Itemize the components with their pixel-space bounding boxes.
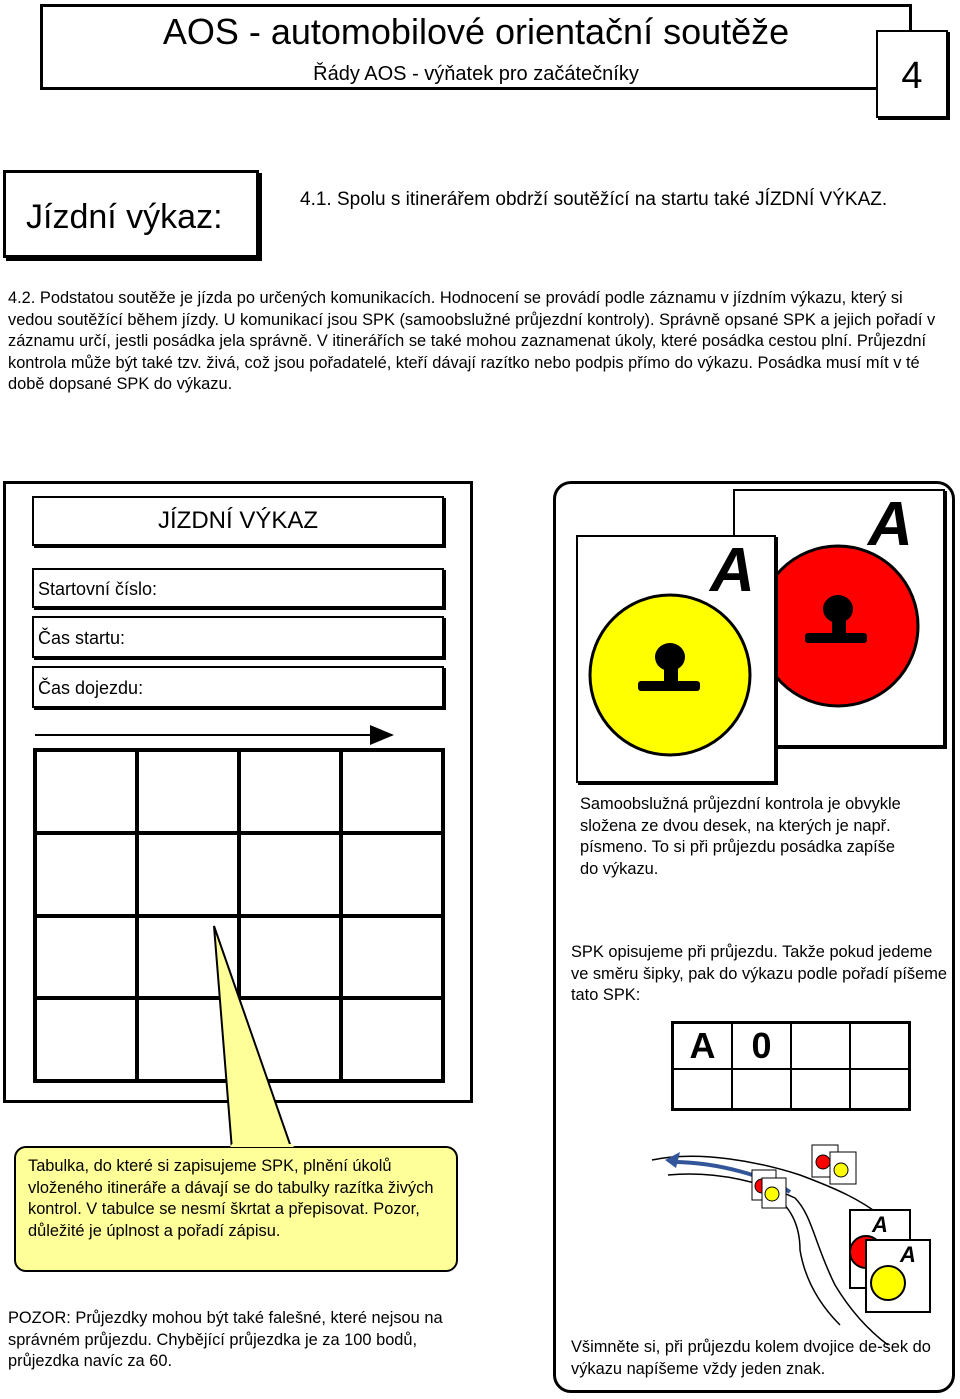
self-service-control-text: Samoobslužná průjezdní kontrola je obvykle složena ze dvou desek, na kterých je např. písmeno. To si při průjezdu posádka zapíše do výkazu. xyxy=(580,795,901,878)
map-control-boards xyxy=(850,1210,930,1312)
example-cell-2: 0 xyxy=(732,1023,791,1069)
example-cell-1: A xyxy=(673,1023,732,1069)
page-number: 4 xyxy=(876,30,948,118)
paragraph-4-2: 4.2. Podstatou soutěže je jízda po určených komunikacích. Hodnocení se provádí podle záznamu v jízdním výkazu, který si vedou soutěžící během jízdy. U komunikací jsou SPK (samoobslužné průjezdní kontroly). Správně opsané SPK a jejich pořadí v záznamu určí, jestli posádka jela správně. V itinerářích se také mohou zaznamenat úkoly, které posádka cestou plní. Průjezdní kontrola může být také tzv. živá, což jsou pořadatelé, kteří dávají razítko nebo podpis přímo do výkazu. Posádka musí mít v té době dopsané SPK do výkazu. xyxy=(8,289,936,393)
start-time-field: Čas startu: xyxy=(32,616,444,658)
page-title: AOS - automobilové orientační soutěže xyxy=(162,11,790,52)
section-label: Jízdní výkaz: xyxy=(3,170,259,258)
arrival-time-field: Čas dojezdu: xyxy=(32,666,444,708)
start-number-field: Startovní číslo: xyxy=(32,568,444,608)
board-letter-front: A xyxy=(710,536,755,605)
note-text: Všimněte si, při průjezdu kolem dvojice de-sek do výkazu napíšeme vždy jeden znak. xyxy=(571,1338,931,1378)
page-subtitle: Řády AOS - výňatek pro začátečníky xyxy=(313,63,639,85)
map-letter-1: A xyxy=(872,1212,888,1237)
map-letter-2: A xyxy=(900,1242,916,1267)
spk-writing-text: SPK opisujeme při průjezdu. Takže pokud jedeme ve směru šipky, pak do výkazu podle pořadí píšeme tato SPK: xyxy=(571,943,947,1004)
callout-table-note: Tabulka, do které si zapisujeme SPK, plnění úkolů vloženého itineráře a dávají se do tabulky razítka živých kontrol. V tabulce se nesmí škrtat a přepisovat. Pozor, důležité je úplnost a pořadí zápisu. xyxy=(14,1146,458,1272)
paragraph-4-1: 4.1. Spolu s itinerářem obdrží soutěžící na startu také JÍZDNÍ VÝKAZ. xyxy=(300,189,888,210)
warning-text: POZOR: Průjezdky mohou být také falešné, které nejsou na správném průjezdu. Chybějící průjezdka je za 100 bodů, průjezdka navíc za 60. xyxy=(8,1309,443,1370)
board-letter-back: A xyxy=(868,490,913,559)
form-title: JÍZDNÍ VÝKAZ xyxy=(32,496,444,546)
